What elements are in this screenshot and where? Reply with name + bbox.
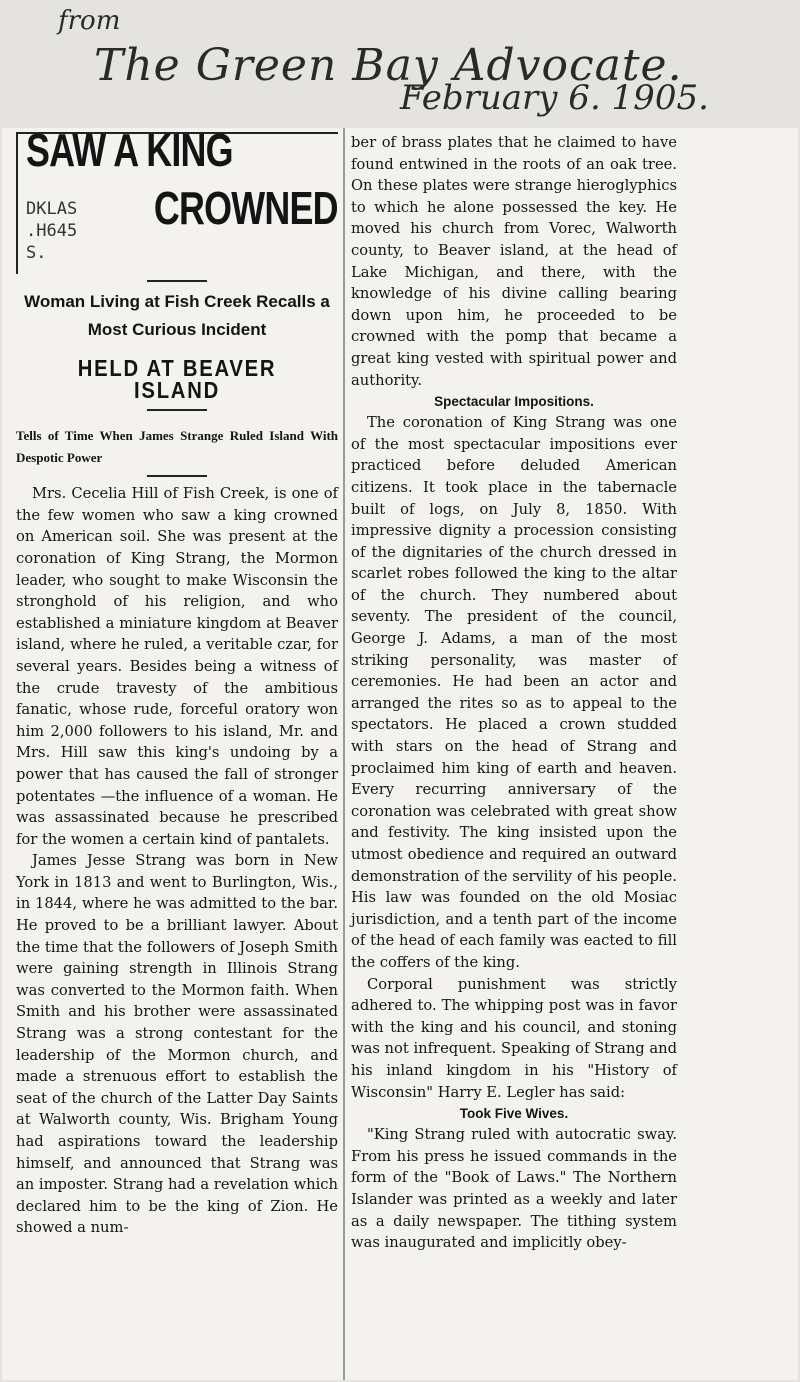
headline-line-2: CROWNED xyxy=(154,182,338,234)
divider-rule xyxy=(147,409,207,411)
handwritten-annotation xyxy=(30,0,790,120)
annotation-date: February 6. 1905. xyxy=(400,78,709,118)
paragraph: James Jesse Strang was born in New York in 1813 and went to Burlington, Wis., in 1844, where he was admitted to the bar. He proved to be a brilliant lawyer. About the time that the followers of Joseph Smith were gaining strength in Illinois Strang was converted to the Mormon faith. When Smith and his brother were assassinated Strang was a strong contestant for the leadership of the Mormon church, and made a strenuous effort to establish the seat of the church of the Latter Day Saints at Walworth county, Wis. Brigham Young had aspirations toward the leadership himself, and announced that Strang was an imposter. Strang had a revelation which declared him to be the king of Zion. He showed a num- xyxy=(16,852,338,1237)
paragraph: The coronation of King Strang was one of the most spectacular impositions ever practiced before deluded American citizens. It took place in the tabernacle built of logs, on July 8, 1850. With impressive dignity a procession consisting of the dignitaries of the church dressed in scarlet robes followed the king to the altar of the church. They numbered about seventy. The president of the council, George J. Adams, a man of the most striking personality, was master of ceremonies. He had been an actor and arranged the rites so as to appeal to the spectators. He placed a crown studded with stars on the head of Strang and proclaimed him king of earth and heaven. Every recurring anniversary of the coronation was celebrated with great show and festivity. The king insisted upon the utmost obedience and required an outward demonstration of the servility of his people. His law was founded on the old Mosiac jurisdiction, and a tenth part of the income of the head of each family was eacted to fill the coffers of the king. xyxy=(351,414,677,971)
paragraph: ber of brass plates that he claimed to have found entwined in the roots of an oak tree. On these plates were strange hieroglyphics to which he alone possessed the key. He moved his church from Vorec, Walworth county, to Beaver island, at the head of Lake Michigan, and there, with the knowledge of his divine calling bearing down upon him, he proceeded to be crowned with the pomp that became a great king vested with spiritual power and authority. xyxy=(351,134,677,389)
right-column xyxy=(351,132,677,1254)
subhead: Took Five Wives. xyxy=(459,1106,569,1122)
deck-primary: Woman Living at Fish Creek Recalls a Most Curious Incident xyxy=(24,292,330,339)
library-stamp xyxy=(26,198,106,264)
deck-secondary: HELD AT BEAVER ISLAND xyxy=(77,355,277,403)
paragraph: "King Strang ruled with autocratic sway. From his press he issued commands in the form of the "Book of Laws." The Northern Islander was printed as a weekly and later as a daily newspaper. The tithing system was inaugurated and implicitly obey- xyxy=(351,1126,677,1252)
headline-block xyxy=(16,124,338,274)
paragraph: Corporal punishment was strictly adhered to. The whipping post was in favor with the king and his council, and stoning was not infrequent. Speaking of Strang and his inland kingdom in his "History of Wisconsin" Harry E. Legler has said: xyxy=(351,975,677,1101)
stamp-line-3: S. xyxy=(26,243,47,263)
paragraph: Mrs. Cecelia Hill of Fish Creek, is one of the few women who saw a king crowned on American soil. She was present at the coronation of King Strang, the Mormon leader, who sought to make Wisconsin the stronghold of his religion, and who established a miniature kingdom at Beaver island, where he ruled, a veritable czar, for several years. Besides being a witness of the crude travesty of the ambitious fanatic, whose rude, forceful oratory won him 2,000 followers to his island, Mr. and Mrs. Hill saw this king's undoing by a power that has caused the fall of stronger potentates —the influence of a woman. He was assassinated because he prescribed for the women a certain kind of pantalets. xyxy=(16,485,338,848)
headline-line-1: SAW A KING xyxy=(26,124,233,176)
article-body-left xyxy=(16,483,338,1239)
stamp-line-2: .H645 xyxy=(26,221,78,241)
annotation-paper-name: The Green Bay Advocate. xyxy=(94,40,683,91)
column-divider xyxy=(343,128,345,1380)
annotation-from: from xyxy=(58,6,121,36)
stamp-line-1: DKLAS xyxy=(26,199,78,219)
deck-tertiary: Tells of Time When James Strange Ruled Island With Despotic Power xyxy=(16,428,338,466)
left-column xyxy=(16,124,338,1239)
subhead: Spectacular Impositions. xyxy=(434,394,594,410)
divider-rule xyxy=(147,280,207,282)
divider-rule xyxy=(147,475,207,477)
